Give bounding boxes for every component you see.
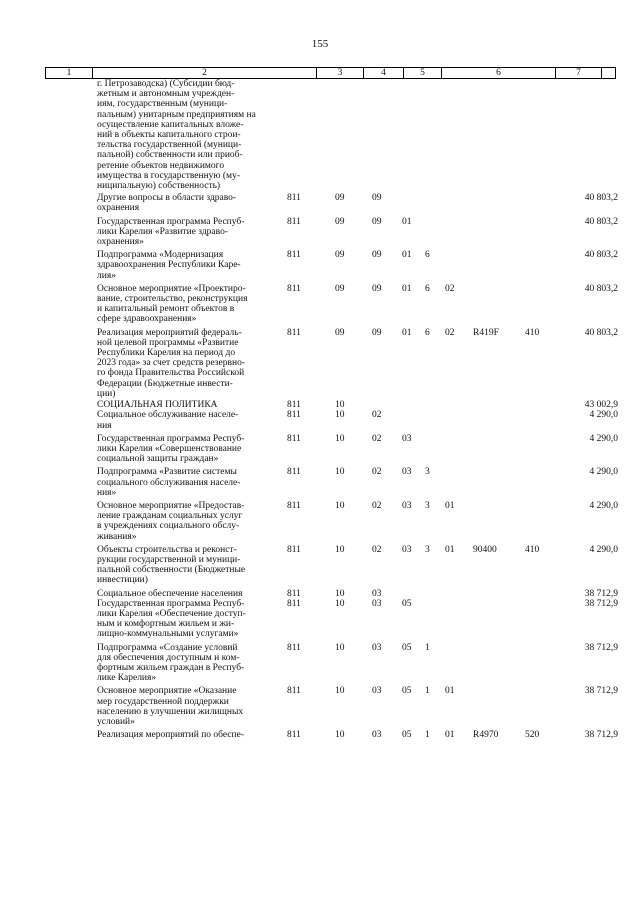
row-title <box>97 250 269 281</box>
cell-c6a: 01 <box>402 250 412 261</box>
row-title-line: Федерации (Бюджетные инвести- <box>97 378 233 389</box>
cell-c5: 03 <box>372 730 382 741</box>
cell-c4: 10 <box>335 686 345 697</box>
cell-c5: 09 <box>372 216 382 227</box>
row-title <box>97 217 269 248</box>
row-title <box>97 410 269 430</box>
row-title-line: и капитальный ремонт объектов в <box>97 304 235 315</box>
header-col-6: 6 <box>441 68 555 78</box>
cell-c6a: 05 <box>402 686 412 697</box>
table-header <box>45 67 616 79</box>
cell-c4: 10 <box>335 588 345 599</box>
cell-c5: 02 <box>372 544 382 555</box>
row-title-line: Социальное обеспечение населения <box>97 588 243 599</box>
table-row <box>0 328 640 399</box>
row-title-line: социальной защиты граждан» <box>97 454 219 465</box>
row-title-line: 2023 года» за счет средств резервно- <box>97 358 245 369</box>
table-row <box>0 410 640 430</box>
row-title-line: условий» <box>97 716 135 727</box>
cell-c4: 10 <box>335 598 345 609</box>
row-title-line: рукции государственной и муници- <box>97 554 241 565</box>
row-title-line: Основное мероприятие «Оказание <box>97 686 237 697</box>
row-title-line: ным и комфортным жильем и жи- <box>97 619 235 630</box>
cell-c3: 811 <box>287 410 301 421</box>
table-row <box>0 193 640 213</box>
cell-c3: 811 <box>287 327 301 338</box>
row-title <box>97 79 269 191</box>
cell-c3: 811 <box>287 250 301 261</box>
cell-c6a: 05 <box>402 642 412 653</box>
cell-c3: 811 <box>287 283 301 294</box>
table-row <box>0 79 640 191</box>
table-row <box>0 434 640 465</box>
row-title-line: Другие вопросы в области здраво- <box>97 193 237 204</box>
row-title-line: ной целевой программы «Развитие <box>97 337 239 348</box>
row-title-line: социального обслуживания населе- <box>97 477 241 488</box>
table-row <box>0 284 640 325</box>
row-title-line: ретение объектов недвижимого <box>97 160 225 171</box>
row-title-line: Основное мероприятие «Предостав- <box>97 500 245 511</box>
row-title-line: пальной) собственности или приоб- <box>97 150 243 161</box>
cell-c6c: 01 <box>445 500 455 511</box>
cell-c5: 02 <box>372 500 382 511</box>
row-title-line: лики Карелия «Развитие здраво- <box>97 226 228 237</box>
cell-c8: 38 712,9 <box>584 598 618 609</box>
cell-c3: 811 <box>287 216 301 227</box>
cell-c5: 03 <box>372 686 382 697</box>
cell-c6a: 03 <box>402 500 412 511</box>
header-col-2: 2 <box>92 68 316 78</box>
cell-c8: 38 712,9 <box>584 686 618 697</box>
row-title-line: мер государственной поддержки <box>97 696 229 707</box>
header-col-7: 7 <box>555 68 601 78</box>
cell-c4: 09 <box>335 193 345 204</box>
cell-c6b: 6 <box>425 283 430 294</box>
row-title-line: го фонда Правительства Российской <box>97 368 245 379</box>
cell-c4: 09 <box>335 327 345 338</box>
cell-c8: 40 803,2 <box>584 327 618 338</box>
cell-c4: 09 <box>335 250 345 261</box>
row-title-line: Социальное обслуживание населе- <box>97 410 239 421</box>
cell-c4: 10 <box>335 642 345 653</box>
row-title-line: лике Карелия» <box>97 673 157 684</box>
cell-c4: 10 <box>335 544 345 555</box>
row-title-line: ния» <box>97 487 117 498</box>
header-col-4: 4 <box>363 68 403 78</box>
row-title-line: г. Петрозаводска) (Субсидии бюд- <box>97 79 235 89</box>
row-title-line: вание, строительство, реконструкция <box>97 294 248 305</box>
table-row <box>0 501 640 542</box>
row-title-line: Государственная программа Респуб- <box>97 216 245 227</box>
row-title-line: ниципальную) собственность) <box>97 181 221 192</box>
row-title-line: ния <box>97 420 112 431</box>
cell-c4: 10 <box>335 730 345 741</box>
table-row <box>0 250 640 281</box>
cell-c3: 811 <box>287 500 301 511</box>
row-title-line: в учреждениях социального обслу- <box>97 521 240 532</box>
cell-c6a: 03 <box>402 544 412 555</box>
cell-c6b: 1 <box>425 642 430 653</box>
cell-c5: 03 <box>372 642 382 653</box>
row-title <box>97 589 269 599</box>
cell-c5: 09 <box>372 327 382 338</box>
row-title-line: пальным) унитарным предприятиям на <box>97 109 256 120</box>
row-title-line: Подпрограмма «Модернизация <box>97 250 224 261</box>
cell-c3: 811 <box>287 642 301 653</box>
cell-c3: 811 <box>287 588 301 599</box>
cell-c7: 410 <box>525 544 540 555</box>
cell-c8: 38 712,9 <box>584 730 618 741</box>
row-title-line: иям, государственным (муници- <box>97 99 228 110</box>
row-title <box>97 545 269 586</box>
row-title-line: охранения <box>97 203 140 214</box>
row-title-line: охранения» <box>97 237 144 248</box>
cell-c8: 38 712,9 <box>584 642 618 653</box>
table-row <box>0 589 640 599</box>
cell-c3: 811 <box>287 598 301 609</box>
row-title-line: Реализация мероприятий по обеспе- <box>97 730 245 741</box>
table-row <box>0 467 640 498</box>
row-title <box>97 284 269 325</box>
cell-c4: 10 <box>335 433 345 444</box>
row-title-line: Подпрограмма «Создание условий <box>97 642 238 653</box>
cell-c8: 40 803,2 <box>584 216 618 227</box>
table-row <box>0 686 640 727</box>
row-title-line: лищно-коммунальными услугами» <box>97 629 239 640</box>
row-title-line: ний в объекты капитального строи- <box>97 130 241 141</box>
cell-c8: 40 803,2 <box>584 283 618 294</box>
cell-c5: 03 <box>372 588 382 599</box>
table-row <box>0 545 640 586</box>
table-row <box>0 730 640 740</box>
cell-c4: 09 <box>335 216 345 227</box>
row-title <box>97 730 269 740</box>
cell-c8: 40 803,2 <box>584 193 618 204</box>
cell-c4: 10 <box>335 500 345 511</box>
cell-c6a: 05 <box>402 730 412 741</box>
cell-c6b: 6 <box>425 327 430 338</box>
row-title <box>97 467 269 498</box>
cell-c8: 4 290,0 <box>589 410 618 421</box>
row-title-line: для обеспечения доступным и ком- <box>97 652 240 663</box>
row-title-line: лики Карелия «Совершенствование <box>97 443 242 454</box>
table-body <box>0 79 640 740</box>
row-title-line: инвестиции) <box>97 575 148 586</box>
cell-c8: 4 290,0 <box>589 433 618 444</box>
table-row <box>0 599 640 640</box>
header-col-3: 3 <box>316 68 363 78</box>
row-title-line: фортным жильем граждан в Респуб- <box>97 662 245 673</box>
row-title-line: Подпрограмма «Развитие системы <box>97 467 237 478</box>
row-title-line: Государственная программа Респуб- <box>97 433 245 444</box>
row-title-line: имущества в государственную (му- <box>97 170 240 181</box>
cell-c8: 4 290,0 <box>589 544 618 555</box>
cell-c5: 02 <box>372 410 382 421</box>
cell-c8: 38 712,9 <box>584 588 618 599</box>
cell-c6a: 03 <box>402 467 412 478</box>
cell-c8: 4 290,0 <box>589 467 618 478</box>
row-title-line: осуществление капитальных вложе- <box>97 119 244 130</box>
cell-c5: 02 <box>372 433 382 444</box>
row-title <box>97 599 269 640</box>
row-title-line: Государственная программа Респуб- <box>97 598 245 609</box>
table-row <box>0 217 640 248</box>
cell-c6a: 01 <box>402 327 412 338</box>
cell-c5: 09 <box>372 250 382 261</box>
cell-c6d: R419F <box>473 327 499 338</box>
row-title <box>97 193 269 213</box>
cell-c8: 43 002,9 <box>584 400 618 411</box>
table-row <box>0 400 640 410</box>
cell-c3: 811 <box>287 686 301 697</box>
cell-c6a: 05 <box>402 598 412 609</box>
cell-c6a: 01 <box>402 283 412 294</box>
row-title <box>97 328 269 399</box>
row-title-line: живания» <box>97 531 137 542</box>
row-title-line: населению в улучшении жилищных <box>97 706 244 717</box>
row-title-line: пальной собственности (Бюджетные <box>97 565 246 576</box>
row-title-line: лики Карелия «Обеспечение доступ- <box>97 608 246 619</box>
cell-c8: 40 803,2 <box>584 250 618 261</box>
table-row <box>0 643 640 684</box>
page-number: 155 <box>311 38 329 50</box>
cell-c4: 10 <box>335 467 345 478</box>
cell-c6b: 3 <box>425 544 430 555</box>
row-title-line: тельства государственной (муници- <box>97 140 242 151</box>
cell-c6d: R4970 <box>473 730 499 741</box>
row-title <box>97 686 269 727</box>
cell-c6c: 02 <box>445 327 455 338</box>
cell-c5: 03 <box>372 598 382 609</box>
row-title-line: ление гражданам социальных услуг <box>97 511 243 522</box>
row-title <box>97 643 269 684</box>
cell-c6a: 03 <box>402 433 412 444</box>
cell-c3: 811 <box>287 544 301 555</box>
cell-c4: 09 <box>335 283 345 294</box>
cell-c6d: 90400 <box>473 544 497 555</box>
cell-c3: 811 <box>287 193 301 204</box>
cell-c6c: 02 <box>445 283 455 294</box>
row-title <box>97 400 269 410</box>
cell-c6c: 01 <box>445 730 455 741</box>
row-title-line: Основное мероприятие «Проектиро- <box>97 283 246 294</box>
cell-c6b: 3 <box>425 500 430 511</box>
row-title-line: Объекты строительства и реконст- <box>97 544 237 555</box>
row-title-line: лия» <box>97 270 116 281</box>
cell-c6b: 6 <box>425 250 430 261</box>
cell-c5: 09 <box>372 283 382 294</box>
cell-c3: 811 <box>287 730 301 741</box>
cell-c3: 811 <box>287 467 301 478</box>
cell-c6b: 3 <box>425 467 430 478</box>
cell-c4: 10 <box>335 400 345 411</box>
cell-c6b: 1 <box>425 730 430 741</box>
cell-c4: 10 <box>335 410 345 421</box>
header-col-5: 5 <box>403 68 441 78</box>
cell-c7: 520 <box>525 730 540 741</box>
cell-c6b: 1 <box>425 686 430 697</box>
cell-c6c: 01 <box>445 686 455 697</box>
cell-c6a: 01 <box>402 216 412 227</box>
header-col-1: 1 <box>45 68 92 78</box>
row-title-line: жетным и автономным учрежден- <box>97 89 235 100</box>
cell-c8: 4 290,0 <box>589 500 618 511</box>
cell-c5: 02 <box>372 467 382 478</box>
row-title-line: здравоохранения Республики Карe- <box>97 260 241 271</box>
header-col-8-stub <box>601 68 616 78</box>
row-title-line: СОЦИАЛЬНАЯ ПОЛИТИКА <box>97 400 218 411</box>
row-title-line: Реализация мероприятий федераль- <box>97 327 242 338</box>
row-title-line: Республики Карелия на период до <box>97 348 236 359</box>
row-title-line: сфере здравоохранения» <box>97 314 197 325</box>
cell-c3: 811 <box>287 433 301 444</box>
row-title <box>97 434 269 465</box>
cell-c6c: 01 <box>445 544 455 555</box>
row-title-line: ции) <box>97 388 116 399</box>
cell-c7: 410 <box>525 327 540 338</box>
row-title <box>97 501 269 542</box>
cell-c5: 09 <box>372 193 382 204</box>
cell-c3: 811 <box>287 400 301 411</box>
